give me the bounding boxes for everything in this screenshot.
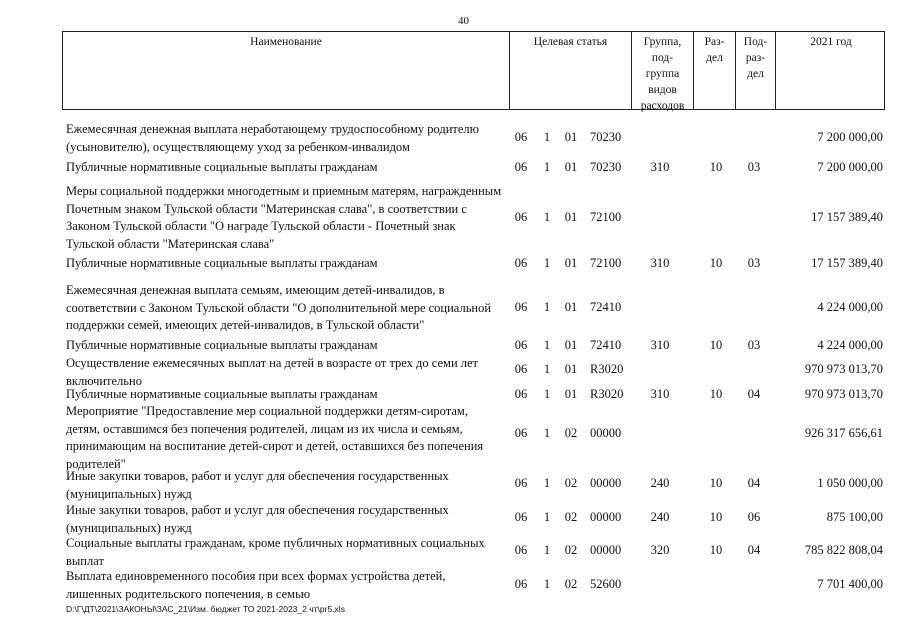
row-podrazdel: 04 [747, 476, 761, 491]
row-code-event: 01 [564, 338, 578, 353]
table-row [62, 568, 885, 602]
header-group: Группа, под- группа видов расходов [631, 32, 693, 109]
row-razdel [698, 568, 734, 602]
row-name: Мероприятие "Предоставление мер социальной поддержки детям-сиротам, детям, оставшимся без попечения родителей, лицам из их числа и семьям, принимающим на воспитание детей-сирот и детей, оставшихся без попечения родителей" [66, 404, 484, 471]
row-podrazdel: 03 [747, 160, 761, 175]
row-amount: 4 224 000,00 [817, 300, 883, 315]
row-amount: 4 224 000,00 [817, 338, 883, 353]
row-code-program: 06 [514, 387, 528, 402]
row-code-event: 01 [564, 160, 578, 175]
row-code-program: 06 [514, 210, 528, 225]
table-row [62, 468, 885, 500]
row-code-program: 06 [514, 426, 528, 441]
row-code-direction: 72100 [590, 256, 622, 271]
row-name: Иные закупки товаров, работ и услуг для обеспечения государственных (муниципальных) нужд [66, 469, 449, 501]
row-podrazdel [736, 355, 772, 385]
row-amount: 7 701 400,00 [817, 577, 883, 592]
row-code-event: 01 [564, 362, 578, 377]
row-code-event: 02 [564, 577, 578, 592]
row-code-subprogram: 1 [543, 338, 551, 353]
table-row [62, 386, 885, 404]
row-group [630, 403, 690, 465]
row-podrazdel [736, 568, 772, 602]
row-code-event: 01 [564, 210, 578, 225]
row-podrazdel [736, 403, 772, 465]
row-code-event: 02 [564, 426, 578, 441]
row-razdel [698, 183, 734, 253]
row-podrazdel: 03 [747, 338, 761, 353]
row-code-subprogram: 1 [543, 130, 551, 145]
row-razdel [698, 403, 734, 465]
row-code-subprogram: 1 [543, 510, 551, 525]
row-code-subprogram: 1 [543, 577, 551, 592]
row-name: Публичные нормативные социальные выплаты гражданам [66, 387, 378, 401]
row-razdel: 10 [709, 387, 723, 402]
row-code-direction: 72410 [590, 300, 622, 315]
row-code-program: 06 [514, 338, 528, 353]
row-group: 310 [650, 387, 670, 402]
row-code-subprogram: 1 [543, 300, 551, 315]
page-number: 40 [458, 15, 469, 27]
row-podrazdel [736, 183, 772, 253]
row-code-direction: 72100 [590, 210, 622, 225]
row-name: Публичные нормативные социальные выплаты гражданам [66, 338, 378, 352]
row-group [630, 355, 690, 385]
row-amount: 7 200 000,00 [817, 160, 883, 175]
row-name: Осуществление ежемесячных выплат на детей в возрасте от трех до семи лет включительно [66, 356, 479, 388]
row-code-direction: 00000 [590, 426, 622, 441]
row-code-program: 06 [514, 300, 528, 315]
table-row [62, 121, 885, 155]
row-code-program: 06 [514, 160, 528, 175]
row-name: Ежемесячная денежная выплата неработающему трудоспособному родителю (усыновителю), осуществляющему уход за ребенком-инвалидом [66, 122, 480, 154]
row-code-subprogram: 1 [543, 362, 551, 377]
row-code-direction: 70230 [590, 130, 622, 145]
row-group [630, 183, 690, 253]
row-code-program: 06 [514, 130, 528, 145]
row-code-subprogram: 1 [543, 256, 551, 271]
row-group [630, 121, 690, 155]
row-code-program: 06 [514, 256, 528, 271]
row-group [630, 568, 690, 602]
row-group: 310 [650, 256, 670, 271]
row-code-event: 01 [564, 256, 578, 271]
row-code-event: 02 [564, 476, 578, 491]
row-group: 310 [650, 338, 670, 353]
row-name: Ежемесячная денежная выплата семьям, имеющим детей-инвалидов, в соответствии с Законом Тульской области "О дополнительной мере социальной поддержки семей, имеющих детей-инвалидов, в Тульской области" [66, 283, 492, 332]
row-group [630, 282, 690, 334]
row-amount: 17 157 389,40 [811, 210, 883, 225]
row-razdel: 10 [709, 476, 723, 491]
row-code-subprogram: 1 [543, 426, 551, 441]
table-row [62, 159, 885, 177]
row-podrazdel: 04 [747, 387, 761, 402]
row-group: 310 [650, 160, 670, 175]
row-group: 240 [650, 510, 670, 525]
row-amount: 926 317 656,61 [804, 426, 883, 441]
header-year: 2021 год [775, 32, 886, 109]
row-code-subprogram: 1 [543, 210, 551, 225]
row-code-event: 02 [564, 510, 578, 525]
table-row [62, 255, 885, 273]
row-code-direction: 00000 [590, 510, 622, 525]
row-group: 240 [650, 476, 670, 491]
row-code-event: 01 [564, 130, 578, 145]
row-name: Иные закупки товаров, работ и услуг для обеспечения государственных (муниципальных) нужд [66, 503, 449, 535]
row-code-subprogram: 1 [543, 543, 551, 558]
row-name: Меры социальной поддержки многодетным и приемным матерям, награжденным Почетным знаком Тульской области "Материнская слава", в соответствии с Законом Тульской области "О награде Тульской области - Почетный знак Тульской области "Материнская слава" [66, 184, 502, 251]
row-code-direction: R3020 [590, 387, 624, 402]
row-code-event: 01 [564, 300, 578, 315]
header-name: Наименование [250, 36, 322, 48]
row-podrazdel [736, 121, 772, 155]
row-code-program: 06 [514, 510, 528, 525]
table-row [62, 502, 885, 534]
row-podrazdel: 06 [747, 510, 761, 525]
row-code-program: 06 [514, 543, 528, 558]
row-amount: 7 200 000,00 [817, 130, 883, 145]
row-code-program: 06 [514, 476, 528, 491]
row-razdel [698, 121, 734, 155]
row-amount: 1 050 000,00 [817, 476, 883, 491]
row-code-subprogram: 1 [543, 160, 551, 175]
table-header [62, 31, 885, 110]
table-row [62, 337, 885, 355]
row-podrazdel [736, 282, 772, 334]
row-name: Публичные нормативные социальные выплаты гражданам [66, 256, 378, 270]
row-podrazdel: 04 [747, 543, 761, 558]
row-razdel [698, 355, 734, 385]
row-group: 320 [650, 543, 670, 558]
row-code-event: 02 [564, 543, 578, 558]
row-code-subprogram: 1 [543, 476, 551, 491]
row-code-direction: 00000 [590, 476, 622, 491]
row-code-program: 06 [514, 577, 528, 592]
row-razdel: 10 [709, 160, 723, 175]
table-row [62, 183, 885, 253]
row-code-event: 01 [564, 387, 578, 402]
table-row [62, 282, 885, 334]
table-row [62, 403, 885, 471]
row-code-program: 06 [514, 362, 528, 377]
row-code-direction: 70230 [590, 160, 622, 175]
header-podrazdel: Под- раз- дел [735, 32, 775, 109]
row-razdel [698, 282, 734, 334]
table-row [62, 355, 885, 388]
row-name: Выплата единовременного пособия при всех формах устройства детей, лишенных родительского попечения, в семью [66, 569, 446, 601]
header-target-article: Целевая статья [509, 32, 631, 109]
header-razdel: Раз- дел [693, 32, 735, 109]
row-razdel: 10 [709, 338, 723, 353]
table-row [62, 535, 885, 567]
row-name: Публичные нормативные социальные выплаты гражданам [66, 160, 378, 174]
row-razdel: 10 [709, 510, 723, 525]
file-path-footer: D:\Г\ДТ\2021\ЗАКОНЫ\ЗАС_21\Изм. бюджет ТО 2021-2023_2 чт\pr5.xls [66, 604, 345, 614]
row-podrazdel: 03 [747, 256, 761, 271]
row-amount: 785 822 808,04 [804, 543, 883, 558]
row-code-direction: 00000 [590, 543, 622, 558]
row-amount: 970 973 013,70 [804, 362, 883, 377]
row-amount: 17 157 389,40 [811, 256, 883, 271]
row-razdel: 10 [709, 543, 723, 558]
row-code-direction: R3020 [590, 362, 624, 377]
row-code-subprogram: 1 [543, 387, 551, 402]
row-code-direction: 52600 [590, 577, 622, 592]
row-amount: 875 100,00 [826, 510, 883, 525]
row-amount: 970 973 013,70 [804, 387, 883, 402]
row-name: Социальные выплаты гражданам, кроме публичных нормативных социальных выплат [66, 536, 485, 568]
row-razdel: 10 [709, 256, 723, 271]
row-code-direction: 72410 [590, 338, 622, 353]
